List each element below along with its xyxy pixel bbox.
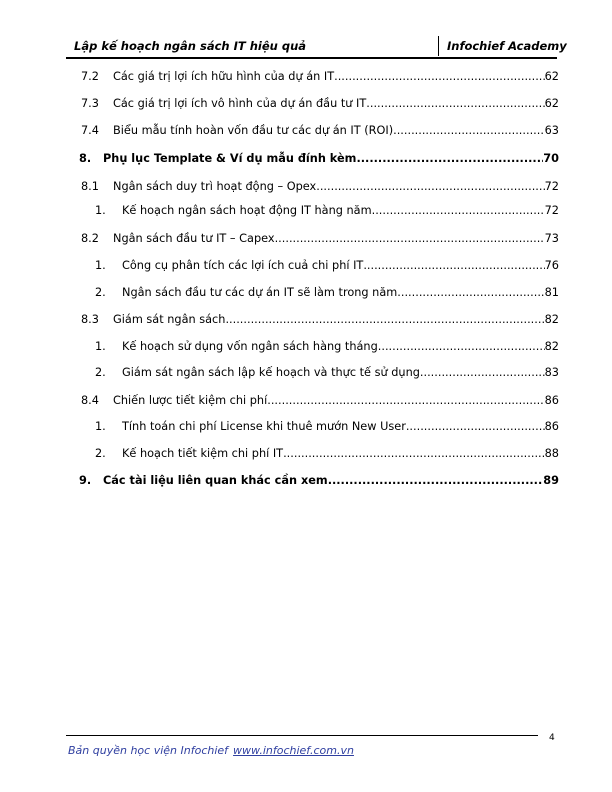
toc-leader-dots (356, 152, 543, 165)
toc-entry-number: 9. (79, 474, 92, 487)
toc-entry[interactable] (81, 180, 559, 196)
toc-leader-dots (406, 420, 545, 433)
toc-entry-title: Kế hoạch tiết kiệm chi phí IT (122, 447, 284, 460)
toc-entry-number: 1. (95, 340, 106, 353)
toc-entry-title: Công cụ phân tích các lợi ích cuả chi phí IT (122, 259, 364, 272)
organization-name: Infochief Academy (447, 39, 567, 53)
toc-leader-dots (366, 97, 544, 110)
toc-entry-title: Các tài liệu liên quan khác cần xem (103, 474, 328, 487)
toc-leader-dots (397, 286, 544, 299)
toc-entry-title: Các giá trị lợi ích hữu hình của dự án IT (113, 70, 335, 83)
footer-divider (66, 735, 538, 736)
toc-entry[interactable] (81, 124, 559, 140)
toc-entry-page: 82 (544, 340, 559, 353)
toc-entry-title: Các giá trị lợi ích vô hình của dự án đầu tư IT (113, 97, 367, 110)
toc-leader-dots (363, 259, 544, 272)
toc-entry-page: 73 (544, 232, 559, 245)
toc-entry[interactable] (95, 259, 559, 275)
toc-entry-page: 82 (544, 313, 559, 326)
page-footer (68, 744, 354, 757)
toc-entry-number: 1. (95, 259, 106, 272)
toc-leader-dots (334, 70, 545, 83)
toc-leader-dots (267, 394, 544, 407)
toc-entry-number: 2. (95, 447, 106, 460)
toc-entry-title: Biểu mẫu tính hoàn vốn đầu tư các dự án IT (ROI) (113, 124, 394, 137)
toc-entry[interactable] (95, 204, 559, 220)
website-link[interactable]: www.infochief.com.vn (233, 744, 354, 757)
header-divider (438, 36, 439, 56)
toc-entry-title: Ngân sách duy trì hoạt động – Opex (113, 180, 317, 193)
toc-entry[interactable] (81, 394, 559, 410)
toc-entry[interactable] (81, 232, 559, 248)
toc-leader-dots (372, 204, 545, 217)
toc-entry-number: 1. (95, 420, 106, 433)
toc-entry-page: 81 (544, 286, 559, 299)
toc-leader-dots (378, 340, 545, 353)
toc-entry-number: 2. (95, 286, 106, 299)
toc-entry-page: 76 (544, 259, 559, 272)
toc-entry-page: 89 (543, 474, 559, 487)
toc-entry-number: 8.3 (81, 313, 99, 326)
toc-entry-title: Giám sát ngân sách lập kế hoạch và thực tế sử dụng (122, 366, 420, 379)
toc-entry-title: Tính toán chi phí License khi thuê mướn New User (122, 420, 406, 433)
toc-entry-number: 7.2 (81, 70, 99, 83)
toc-entry[interactable] (95, 420, 559, 436)
toc-entry[interactable] (95, 286, 559, 302)
toc-entry-number: 8.4 (81, 394, 99, 407)
toc-entry-page: 62 (544, 97, 559, 110)
toc-entry-title: Ngân sách đầu tư các dự án IT sẽ làm trong năm (122, 286, 398, 299)
toc-entry-page: 86 (544, 420, 559, 433)
toc-leader-dots (225, 313, 544, 326)
toc-entry[interactable] (79, 152, 559, 168)
toc-entry-number: 2. (95, 366, 106, 379)
toc-entry[interactable] (79, 474, 559, 490)
toc-entry-number: 8. (79, 152, 92, 165)
toc-entry[interactable] (95, 447, 559, 463)
toc-entry-number: 8.2 (81, 232, 99, 245)
toc-entry-title: Ngân sách đầu tư IT – Capex (113, 232, 275, 245)
toc-entry-title: Chiến lược tiết kiệm chi phí (113, 394, 268, 407)
toc-entry-title: Giám sát ngân sách (113, 313, 226, 326)
toc-entry-number: 1. (95, 204, 106, 217)
toc-leader-dots (393, 124, 545, 137)
toc-entry-number: 7.4 (81, 124, 99, 137)
page-header (66, 33, 567, 59)
toc-entry-title: Kế hoạch sử dụng vốn ngân sách hàng tháng (122, 340, 378, 353)
toc-leader-dots (328, 474, 544, 487)
toc-entry-page: 86 (544, 394, 559, 407)
toc-entry-page: 72 (544, 180, 559, 193)
toc-entry-page: 70 (543, 152, 559, 165)
toc-entry-title: Phụ lục Template & Ví dụ mẫu đính kèm (103, 152, 357, 165)
toc-entry[interactable] (81, 70, 559, 86)
toc-entry-title: Kế hoạch ngân sách hoạt động IT hàng năm (122, 204, 372, 217)
toc-entry-number: 7.3 (81, 97, 99, 110)
page-number: 4 (549, 733, 555, 743)
toc-leader-dots (275, 232, 545, 245)
toc-entry[interactable] (95, 340, 559, 356)
toc-leader-dots (283, 447, 545, 460)
toc-leader-dots (316, 180, 544, 193)
toc-leader-dots (420, 366, 545, 379)
copyright-text: Bản quyền học viện Infochief (68, 744, 229, 757)
toc-entry-page: 62 (544, 70, 559, 83)
toc-entry-page: 63 (544, 124, 559, 137)
toc-entry-page: 83 (544, 366, 559, 379)
toc-entry[interactable] (95, 366, 559, 382)
toc-entry[interactable] (81, 313, 559, 329)
document-title: Lập kế hoạch ngân sách IT hiệu quả (74, 39, 307, 53)
toc-entry-page: 88 (544, 447, 559, 460)
toc-entry-page: 72 (544, 204, 559, 217)
toc-entry-number: 8.1 (81, 180, 99, 193)
toc-entry[interactable] (81, 97, 559, 113)
